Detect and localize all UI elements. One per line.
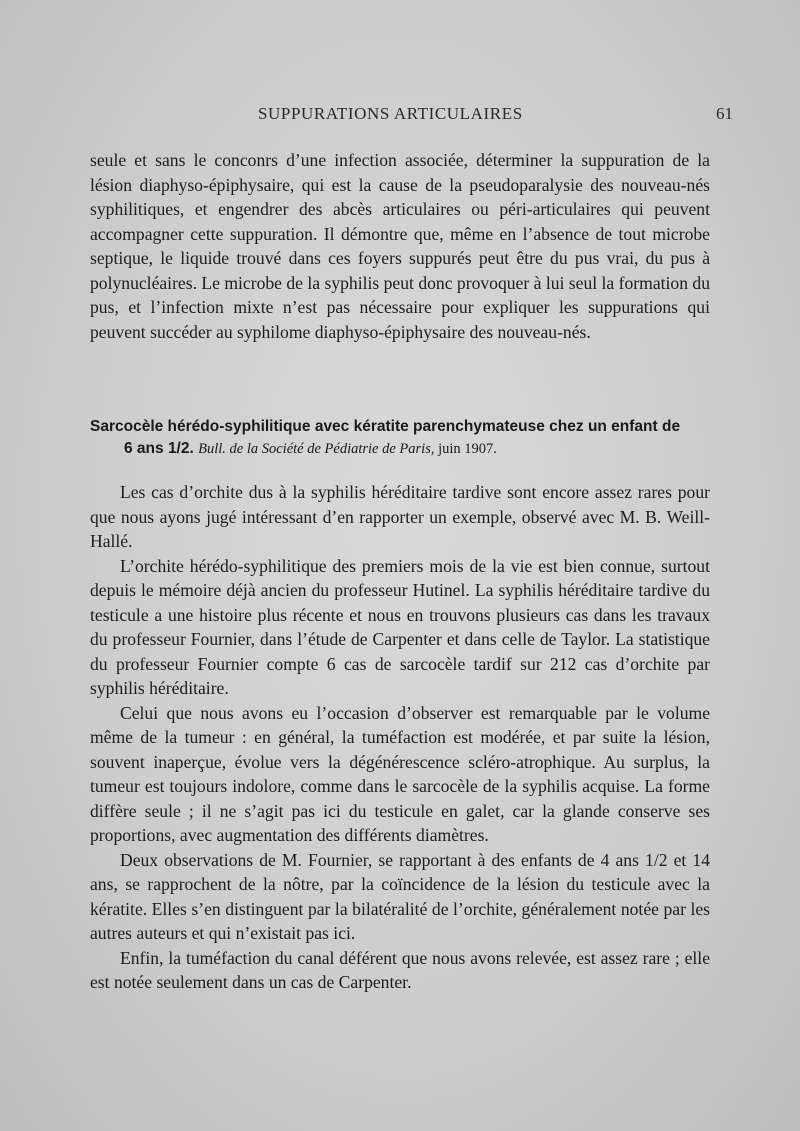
citation-journal: Bull. de la Société de Pédiatrie de Paris, [198, 441, 435, 457]
section-title [90, 416, 712, 460]
page-number: 61 [716, 104, 733, 123]
citation-date: juin 1907. [438, 441, 497, 457]
paragraph: Deux observations de M. Fournier, se rapportant à des enfants de 4 ans 1/2 et 14 ans, se rapprochent de la nôtre, par la coïncidence de la lésion du testicule avec la kératite. Elles s’en distinguent par la bilatéralité de l’orchite, généralement notée par les autres auteurs et qui n’existait pas ici. [90, 849, 710, 943]
paragraph: Enfin, la tuméfaction du canal déférent que nous avons relevée, est assez rare ; elle est notée seulement dans un cas de Carpenter. [90, 947, 710, 992]
citation [198, 441, 497, 457]
section-title-line-2 [90, 438, 712, 460]
paragraph: Les cas d’orchite dus à la syphilis héréditaire tardive sont encore assez rares pour que nous ayons jugé intéressant d’en rapporter un exemple, observé avec M. B. Weill-Hallé. [90, 482, 710, 551]
paragraph: seule et sans le conconrs d’une infection associée, déterminer la suppuration de la lésion diaphyso-épiphysaire, qui est la cause de la pseudoparalysie des nouveau-nés syphilitiques, et engendrer des abcès articulaires ou péri-articulaires qui peuvent accompagner cette suppuration. Il démontre que, même en l’absence de tout microbe septique, le liquide trouvé dans ces foyers suppurés peut être du pus vrai, du pus à polynucléaires. Le microbe de la syphilis peut donc provoquer à lui seul la formation du pus, et l’infection mixte n’est pas nécessaire pour expliquer les suppurations qui peuvent succéder au syphilome diaphyso-épiphysaire des nouveau-nés. [90, 150, 711, 342]
running-title: SUPPURATIONS ARTICULAIRES [258, 104, 523, 123]
continued-paragraph-block [90, 148, 710, 344]
section-title-line-1: Sarcocèle hérédo-syphilitique avec kératite parenchymateuse chez un enfant de [90, 418, 681, 435]
section-title-age: 6 ans 1/2. [124, 440, 194, 457]
section-body [90, 480, 710, 995]
paragraph: L’orchite hérédo-syphilitique des premiers mois de la vie est bien connue, surtout depuis le mémoire déjà ancien du professeur Hutinel. La syphilis héréditaire tardive du testicule a une histoire plus récente et nous en trouvons plusieurs cas dans les travaux du professeur Fournier, dans l’étude de Carpenter et dans celle de Taylor. La statistique du professeur Fournier compte 6 cas de sarcocèle tardif sur 212 cas d’orchite par syphilis héréditaire. [90, 555, 710, 698]
paragraph: Celui que nous avons eu l’occasion d’observer est remarquable par le volume même de la tumeur : en général, la tuméfaction est modérée, et par suite la lésion, souvent inaperçue, évolue vers la dégénérescence scléro-atrophique. Au surplus, la tumeur est toujours indolore, comme dans le sarcocèle de la syphilis acquise. La forme diffère seule ; il ne s’agit pas ici du testicule en galet, car la glande conserve ses proportions, avec augmentation des différents diamètres. [90, 702, 710, 845]
